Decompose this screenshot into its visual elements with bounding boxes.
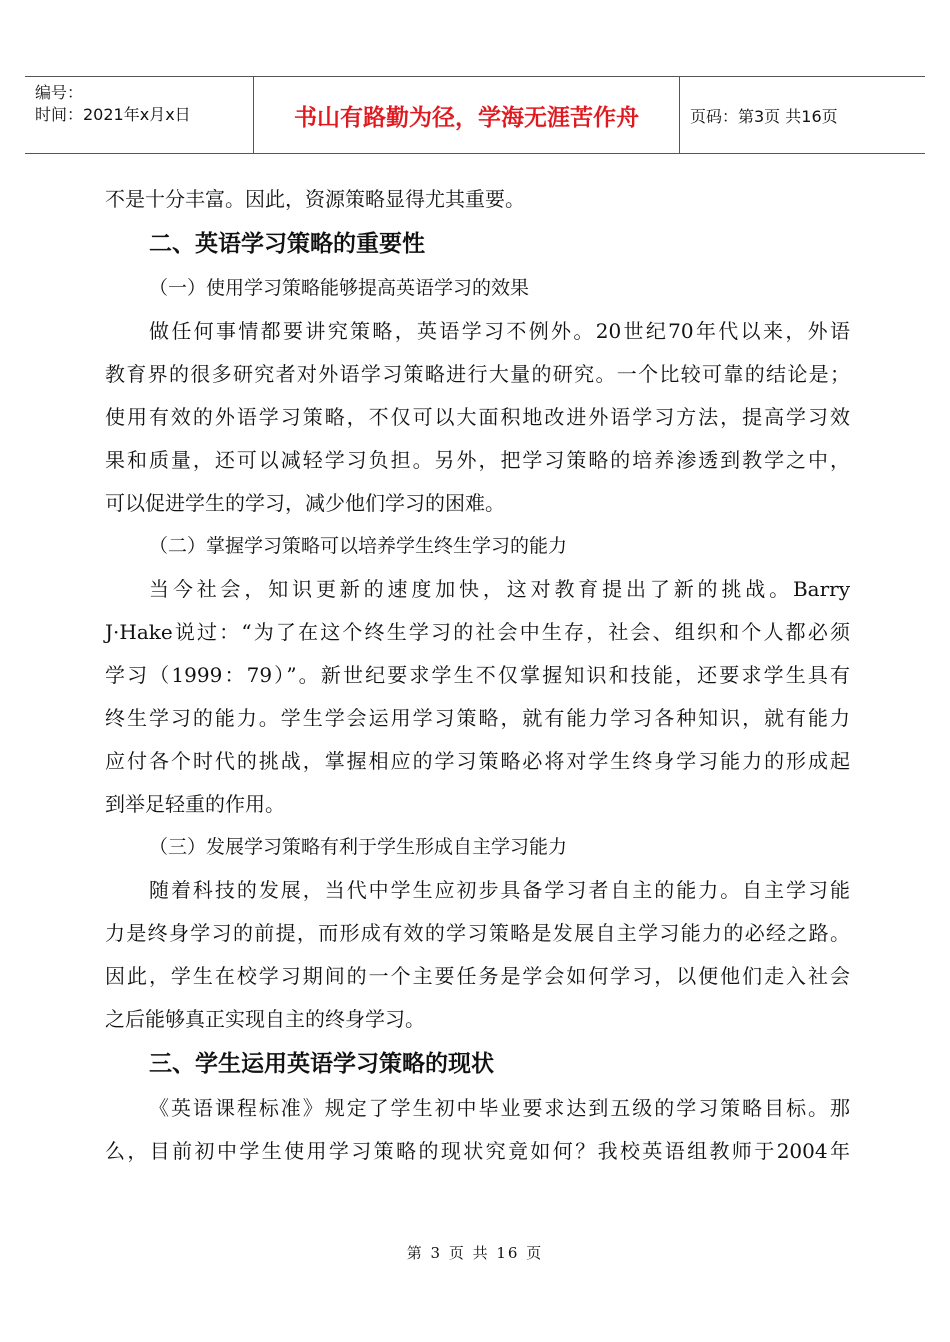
header-meta-cell [25, 77, 254, 153]
page-header [25, 76, 925, 154]
doc-number-label: 编号： [35, 83, 84, 102]
body-line: 不是十分丰富。因此，资源策略显得尤其重要。 [105, 187, 525, 211]
body-line: 《英语课程标准》规定了学生初中毕业要求达到五级的学习策略目标。那 [149, 1096, 850, 1120]
body-line: 果和质量，还可以减轻学习负担。另外，把学习策略的培养渗透到教学之中， [105, 448, 850, 472]
body-line: J·Hake说过：“为了在这个终生学习的社会中生存，社会、组织和个人都必须 [105, 620, 850, 644]
body-line: 应付各个时代的挑战，掌握相应的学习策略必将对学生终身学习能力的形成起 [105, 749, 850, 773]
subsection-heading-2: （二）掌握学习策略可以培养学生终生学习的能力 [149, 535, 568, 557]
body-line: 当今社会，知识更新的速度加快，这对教育提出了新的挑战。Barry [149, 577, 850, 601]
header-motto: 书山有路勤为径，学海无涯苦作舟 [254, 77, 680, 153]
page-footer: 第 3 页 共 16 页 [406, 1244, 544, 1262]
body-line: 随着科技的发展，当代中学生应初步具备学习者自主的能力。自主学习能 [149, 878, 850, 902]
body-line: 到举足轻重的作用。 [105, 792, 285, 816]
subsection-heading-3: （三）发展学习策略有利于学生形成自主学习能力 [149, 836, 568, 858]
body-line: 做任何事情都要讲究策略，英语学习不例外。20世纪70年代以来，外语 [149, 319, 850, 343]
body-line: 学习（1999：79）”。新世纪要求学生不仅掌握知识和技能，还要求学生具有 [105, 663, 850, 687]
body-line: 么，目前初中学生使用学习策略的现状究竟如何？我校英语组教师于2004年 [105, 1139, 850, 1163]
section-heading-2: 二、英语学习策略的重要性 [149, 231, 425, 257]
time-label: 时间：2021年x月x日 [35, 105, 191, 124]
body-line: 因此，学生在校学习期间的一个主要任务是学会如何学习，以便他们走入社会 [105, 964, 850, 988]
body-line: 教育界的很多研究者对外语学习策略进行大量的研究。一个比较可靠的结论是； [105, 362, 850, 386]
body-line: 可以促进学生的学习，减少他们学习的困难。 [105, 491, 505, 515]
document-body [105, 178, 850, 1173]
body-line: 力是终身学习的前提，而形成有效的学习策略是发展自主学习能力的必经之路。 [105, 921, 850, 945]
subsection-heading-1: （一）使用学习策略能够提高英语学习的效果 [149, 277, 530, 299]
section-heading-3: 三、学生运用英语学习策略的现状 [149, 1051, 494, 1077]
body-line: 使用有效的外语学习策略，不仅可以大面积地改进外语学习方法，提高学习效 [105, 405, 850, 429]
body-line: 之后能够真正实现自主的终身学习。 [105, 1007, 425, 1031]
header-page-info: 页码：第3页 共16页 [690, 106, 838, 126]
body-line: 终生学习的能力。学生学会运用学习策略，就有能力学习各种知识，就有能力 [105, 706, 850, 730]
